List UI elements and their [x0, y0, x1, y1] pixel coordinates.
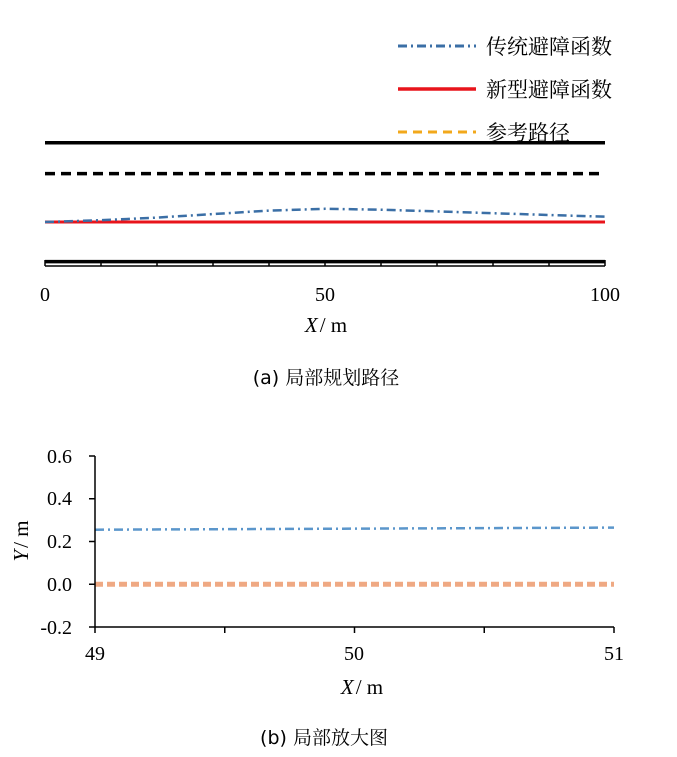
- panel-b-ytick-0.2: 0.2: [47, 531, 72, 553]
- panel-a-xtick-0: 0: [40, 284, 50, 306]
- panel-b-xtick-49: 49: [85, 643, 105, 665]
- panel-a-series-line-0: [45, 209, 605, 222]
- panel-b-ytick-0.0: 0.0: [47, 574, 72, 596]
- panel-b-series-line-0: [95, 528, 614, 530]
- road-boundaries: [45, 143, 605, 262]
- panel-a-xtick-100: 100: [590, 284, 620, 306]
- legend-label-reference: 参考路径: [486, 121, 570, 145]
- panel-b-ticks: [89, 456, 614, 633]
- panel-b-xtick-50: 50: [344, 643, 364, 665]
- panel-b-x-axis-title: X/ m: [340, 675, 384, 699]
- panel-a-x-axis-title: X/ m: [304, 313, 348, 337]
- panel-a-legend: [398, 35, 612, 145]
- panel-b-xtick-51: 51: [604, 643, 624, 665]
- panel-b-ytick-0.4: 0.4: [47, 488, 72, 510]
- panel-b-zoomed-view: [9, 446, 624, 749]
- panel-a-series: [45, 209, 605, 222]
- legend-label-new: 新型避障函数: [486, 78, 612, 102]
- panel-b-ytick-neg0.2: -0.2: [40, 617, 72, 639]
- panel-b-series: [95, 528, 614, 585]
- panel-b-ytick-0.6: 0.6: [47, 446, 72, 468]
- panel-a-caption: (a) 局部规划路径: [252, 367, 400, 389]
- panel-a-local-path: [40, 35, 620, 389]
- panel-b-y-axis-title: Y/ m: [9, 520, 33, 562]
- panel-b-caption: (b) 局部放大图: [260, 727, 388, 749]
- legend-label-traditional: 传统避障函数: [486, 35, 612, 59]
- panel-a-xtick-50: 50: [315, 284, 335, 306]
